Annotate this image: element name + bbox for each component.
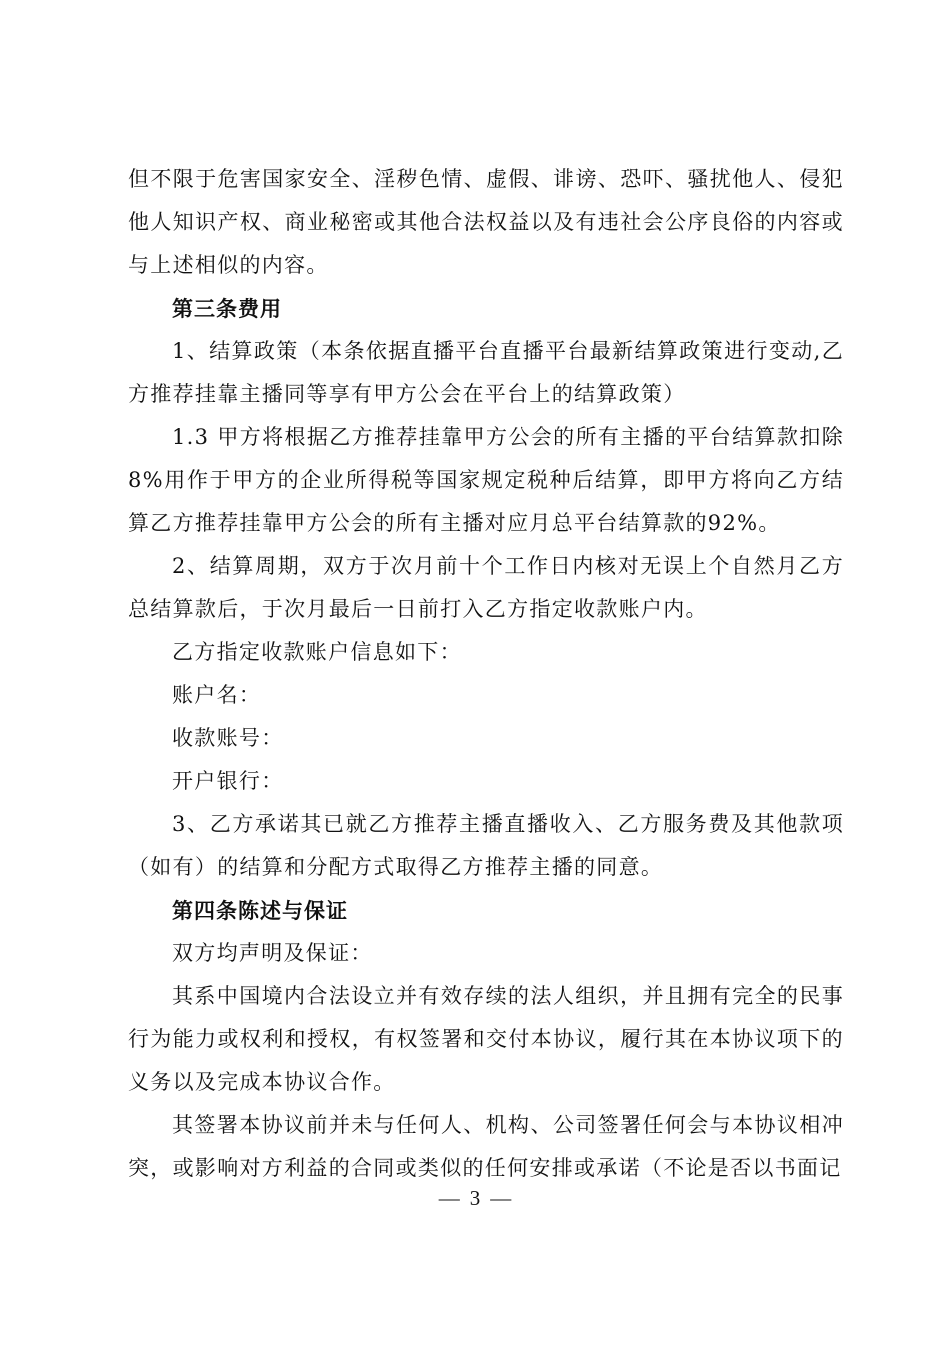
paragraph: 乙方指定收款账户信息如下：: [172, 640, 462, 664]
section-heading: 第三条费用: [172, 296, 282, 321]
section-heading: 第四条陈述与保证: [172, 898, 348, 923]
paragraph: 其系中国境内合法设立并有效存续的法人组织，并且拥有完全的民事行为能力或权利和授权，有权签署和交付本协议，履行其在本协议项下的义务以及完成本协议合作。: [128, 984, 844, 1094]
paragraph: 但不限于危害国家安全、淫秽色情、虚假、诽谤、恐吓、骚扰他人、侵犯他人知识产权、商业秘密或其他合法权益以及有违社会公序良俗的内容或与上述相似的内容。: [128, 167, 844, 277]
paragraph: 收款账号：: [172, 726, 284, 750]
page-number: 3: [469, 1186, 481, 1210]
page-footer: [0, 1183, 950, 1213]
paragraph: 3、乙方承诺其已就乙方推荐主播直播收入、乙方服务费及其他款项（如有）的结算和分配方式取得乙方推荐主播的同意。: [128, 812, 844, 879]
paragraph: 1.3 甲方将根据乙方推荐挂靠甲方公会的所有主播的平台结算款扣除8%用作于甲方的企业所得税等国家规定税种后结算，即甲方将向乙方结算乙方推荐挂靠甲方公会的所有主播对应月总平台结算款的92%。: [128, 425, 844, 535]
paragraph: 2、结算周期，双方于次月前十个工作日内核对无误上个自然月乙方总结算款后，于次月最后一日前打入乙方指定收款账户内。: [128, 554, 844, 621]
document-body: [128, 158, 844, 1190]
footer-dash-left: —: [438, 1186, 460, 1210]
paragraph: 双方均声明及保证：: [172, 941, 373, 965]
paragraph: 其签署本协议前并未与任何人、机构、公司签署任何会与本协议相冲突，或影响对方利益的合同或类似的任何安排或承诺（不论是否以书面记: [128, 1113, 844, 1180]
footer-dash-right: —: [490, 1186, 512, 1210]
paragraph: 1、结算政策（本条依据直播平台直播平台最新结算政策进行变动,乙方推荐挂靠主播同等享有甲方公会在平台上的结算政策）: [128, 339, 844, 406]
paragraph: 开户银行：: [172, 769, 284, 793]
paragraph: 账户名：: [172, 683, 262, 707]
